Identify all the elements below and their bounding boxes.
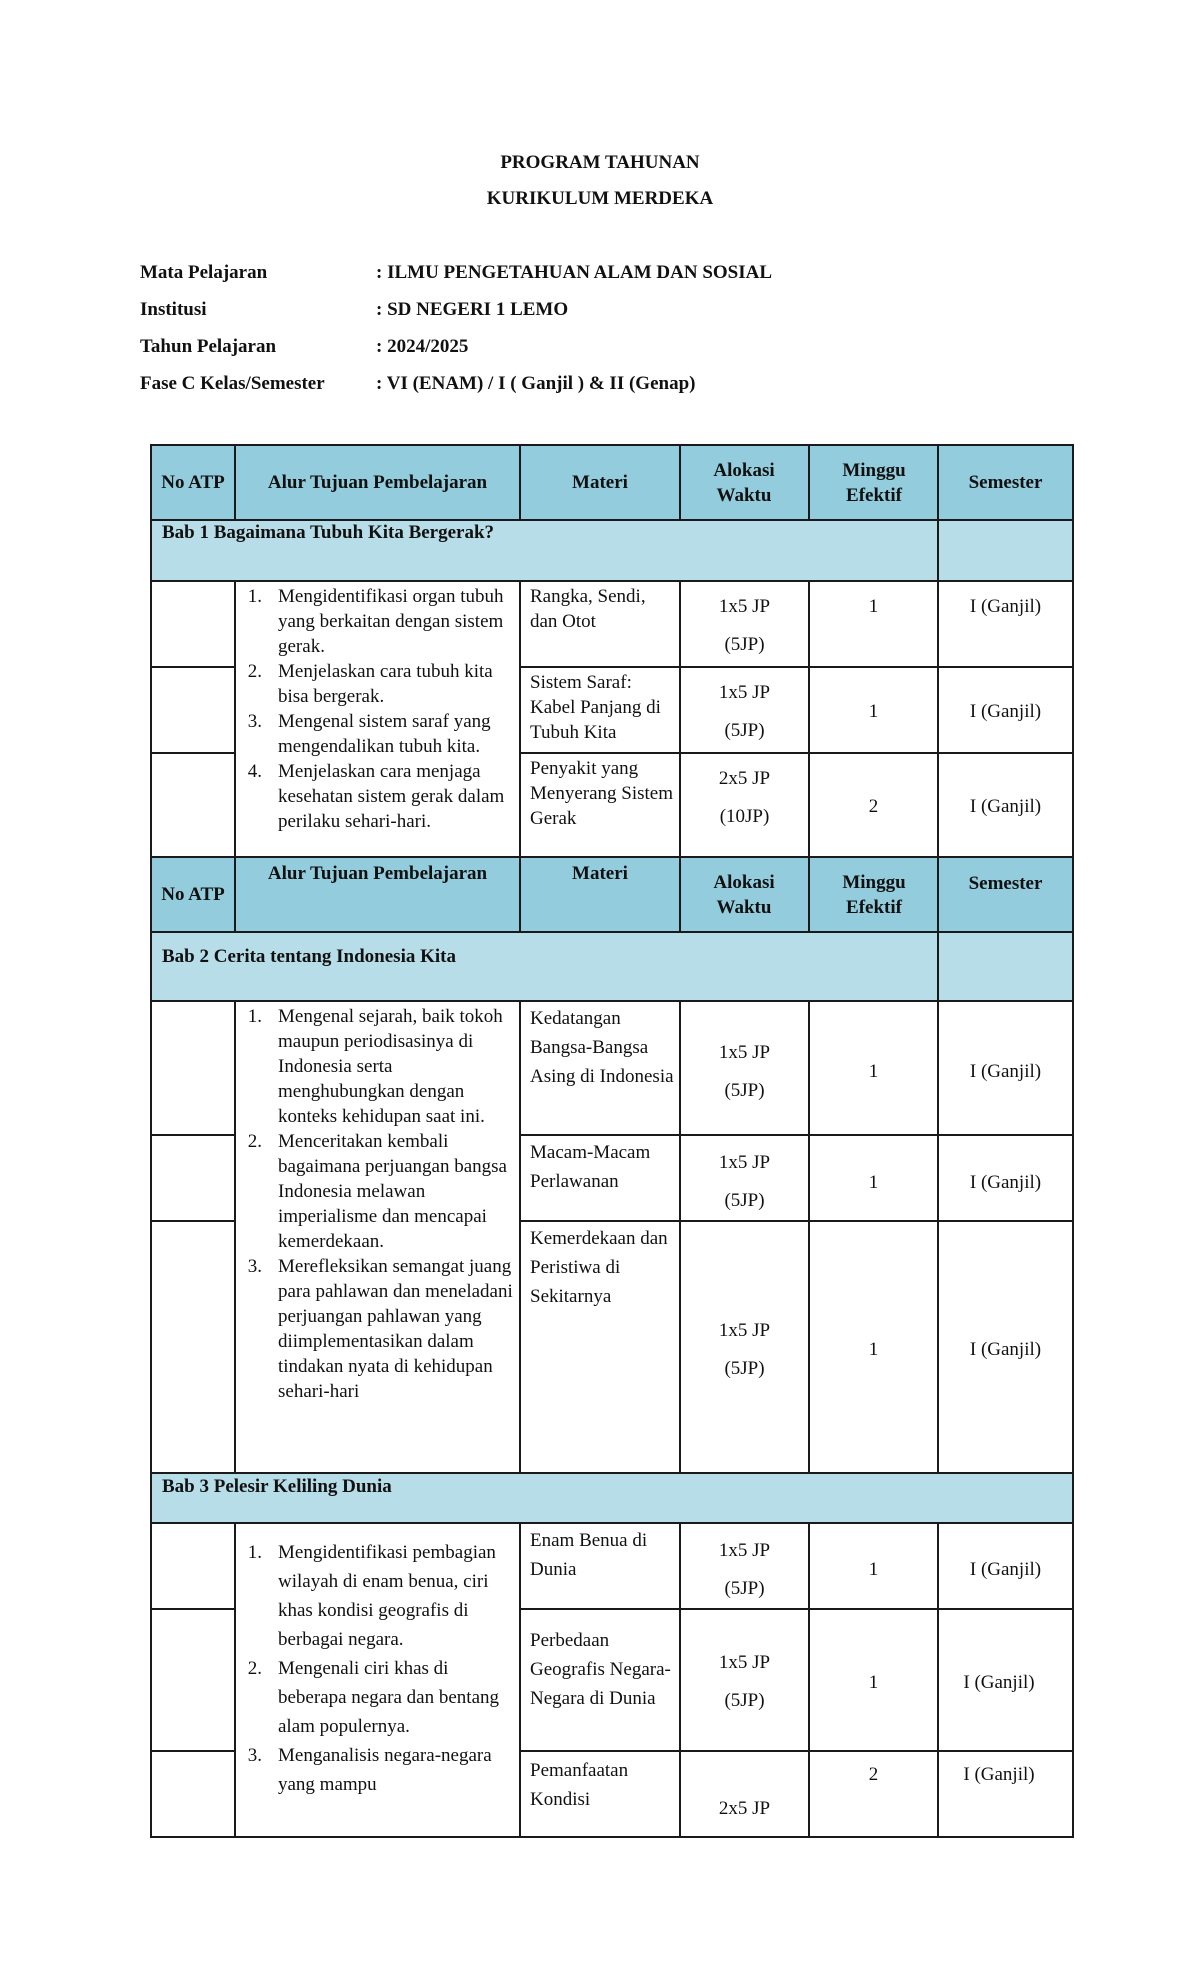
list-item: [240, 1254, 516, 1404]
bab2-row2-minggu: 1: [868, 1172, 879, 1193]
meta-value-mata-pelajaran: : ILMU PENGETAHUAN ALAM DAN SOSIAL: [376, 262, 773, 283]
bab2-row2-semester: I (Ganjil): [969, 1172, 1042, 1193]
bab2-row2-alokasi-total: (5JP): [724, 1190, 765, 1211]
bab1-row2-alokasi-total: (5JP): [724, 720, 765, 741]
hline-header2: [150, 931, 1074, 933]
bab3-row3-minggu: 2: [868, 1764, 879, 1785]
th-minggu: Minggu Efektif: [842, 459, 906, 506]
list-number: 3.: [247, 1256, 262, 1277]
meta-value-fase-kelas: : VI (ENAM) / I ( Ganjil ) & II (Genap): [376, 373, 696, 394]
hline-bab2: [150, 1000, 1074, 1002]
hline-b3-r2-no: [150, 1750, 234, 1752]
bab1-title: Bab 1 Bagaimana Tubuh Kita Bergerak?: [162, 522, 495, 543]
vline-b2-a: [234, 1000, 236, 1474]
vline-bab1: [937, 520, 939, 582]
bab1-row2-semester: I (Ganjil): [969, 701, 1042, 722]
list-number: 3.: [247, 1745, 262, 1766]
list-item: [240, 1538, 516, 1654]
bab2-row3-minggu: 1: [868, 1339, 879, 1360]
hline-b2-end: [150, 1472, 1074, 1474]
hline-bottom: [150, 1836, 1074, 1838]
vline-b1-a: [234, 580, 236, 858]
bab1-row2-alokasi: 1x5 JP: [718, 682, 771, 703]
list-number: 2.: [247, 1658, 262, 1679]
hline-bab1: [150, 580, 1074, 582]
th2-materi: Materi: [572, 862, 628, 884]
bab3-row2-alokasi: 1x5 JP: [718, 1652, 771, 1673]
list-text: Merefleksikan semangat juang para pahlawan dan meneladani perjuangan pahlawan yang diimplementasikan dalam tindakan nyata di kehidupan sehari-hari: [278, 1256, 513, 1402]
document-title: PROGRAM TAHUNAN: [500, 152, 700, 173]
list-item: [240, 1129, 516, 1254]
bab2-row3-semester: I (Ganjil): [969, 1339, 1042, 1360]
list-item: [240, 1654, 516, 1741]
bab1-row3-materi: Penyakit yang Menyerang Sistem Gerak: [530, 758, 674, 829]
bab3-row1-alokasi: 1x5 JP: [718, 1540, 771, 1561]
bab1-row3-alokasi-total: (10JP): [719, 806, 770, 827]
bab2-row3-alokasi-total: (5JP): [724, 1358, 765, 1379]
list-text: Menganalisis negara-negara yang mampu: [278, 1745, 492, 1795]
bab1-row1-alokasi-total: (5JP): [724, 634, 765, 655]
hline-b1-r1: [519, 666, 1074, 668]
hline-b2-r2-no: [150, 1220, 234, 1222]
vline-b2-b: [519, 1000, 521, 1474]
bab2-row3-alokasi: 1x5 JP: [718, 1320, 771, 1341]
list-item: [240, 1741, 516, 1799]
list-text: Menjelaskan cara menjaga kesehatan sistem gerak dalam perilaku sehari-hari.: [278, 761, 505, 832]
bab3-row1-semester: I (Ganjil): [969, 1559, 1042, 1580]
th-semester: Semester: [968, 472, 1043, 493]
list-text: Menjelaskan cara tubuh kita bisa bergerak.: [278, 661, 493, 707]
hline-b1-r2-no: [150, 752, 234, 754]
bab2-row1-materi: Kedatangan Bangsa-Bangsa Asing di Indonesia: [530, 1008, 674, 1087]
bab2-row2-materi: Macam-Macam Perlawanan: [530, 1142, 651, 1192]
bab1-row1-semester: I (Ganjil): [969, 596, 1042, 617]
vline-h2-d: [808, 856, 810, 933]
list-text: Mengidentifikasi pembagian wilayah di enam benua, ciri khas kondisi geografis di berbagai negara.: [278, 1542, 496, 1650]
vline-h1-d: [808, 444, 810, 521]
th-no-atp: No ATP: [161, 472, 225, 493]
vline-h2-c: [679, 856, 681, 933]
list-number: 1.: [247, 1542, 262, 1563]
bab3-row3-alokasi: 2x5 JP: [718, 1798, 771, 1819]
bab3-row2-materi: Perbedaan Geografis Negara-Negara di Dunia: [530, 1630, 671, 1709]
th2-no-atp: No ATP: [161, 884, 225, 905]
vline-b1-b: [519, 580, 521, 858]
meta-value-tahun-pelajaran: : 2024/2025: [376, 336, 469, 357]
bab2-title: Bab 2 Cerita tentang Indonesia Kita: [162, 946, 456, 967]
th2-alokasi: Alokasi Waktu: [713, 871, 775, 918]
hline-b3-r2: [519, 1750, 1074, 1752]
bab3-row2-semester: I (Ganjil): [963, 1672, 1035, 1693]
bab3-row1-materi: Enam Benua di Dunia: [530, 1530, 648, 1580]
bab3-row1-alokasi-total: (5JP): [724, 1578, 765, 1599]
list-text: Mengenali ciri khas di beberapa negara dan bentang alam populernya.: [278, 1658, 500, 1737]
bab2-atp-list: [240, 1004, 516, 1404]
bab2-row1-alokasi: 1x5 JP: [718, 1042, 771, 1063]
list-item: [240, 709, 516, 759]
bab3-row3-materi: Pemanfaatan Kondisi: [530, 1760, 629, 1810]
vline-b3-b: [519, 1522, 521, 1838]
th-materi: Materi: [572, 472, 628, 493]
hline-header: [150, 519, 1074, 521]
th2-alur: Alur Tujuan Pembelajaran: [267, 862, 488, 884]
bab3-row2-minggu: 1: [868, 1672, 879, 1693]
list-text: Mengenal sejarah, baik tokoh maupun periodisasinya di Indonesia serta menghubungkan dengan konteks kehidupan saat ini.: [278, 1006, 503, 1127]
list-number: 3.: [247, 711, 262, 732]
list-number: 2.: [247, 1131, 262, 1152]
bab1-row2-minggu: 1: [868, 701, 879, 722]
list-item: [240, 659, 516, 709]
list-item: [240, 584, 516, 659]
th-alokasi: Alokasi Waktu: [713, 459, 775, 506]
meta-label-fase-kelas: Fase C Kelas/Semester: [140, 373, 325, 394]
vline-b2-c: [679, 1000, 681, 1474]
bab2-row3-materi: Kemerdekaan dan Peristiwa di Sekitarnya: [530, 1228, 668, 1307]
bab1-row3-alokasi: 2x5 JP: [718, 768, 771, 789]
th-alur: Alur Tujuan Pembelajaran: [267, 472, 488, 493]
list-item: [240, 759, 516, 834]
hline-bab3: [150, 1522, 1074, 1524]
bab3-row3-semester: I (Ganjil): [963, 1764, 1035, 1785]
bab3-title: Bab 3 Pelesir Keliling Dunia: [162, 1476, 392, 1497]
hline-b1-r1-no: [150, 666, 234, 668]
hline-b3-r1: [519, 1608, 1074, 1610]
bab1-row1-alokasi: 1x5 JP: [718, 596, 771, 617]
document-subtitle: KURIKULUM MERDEKA: [486, 188, 714, 209]
list-number: 2.: [247, 661, 262, 682]
hline-b2-r2: [519, 1220, 1074, 1222]
bab1-row1-materi: Rangka, Sendi, dan Otot: [530, 586, 646, 632]
bab2-row1-alokasi-total: (5JP): [724, 1080, 765, 1101]
list-text: Menceritakan kembali bagaimana perjuangan bangsa Indonesia melawan imperialisme dan mencapai kemerdekaan.: [278, 1131, 507, 1252]
bab3-atp-list: [240, 1538, 516, 1799]
meta-value-institusi: : SD NEGERI 1 LEMO: [376, 299, 569, 320]
vline-left: [150, 444, 152, 1838]
bab2-row2-alokasi: 1x5 JP: [718, 1152, 771, 1173]
bab2-row1-minggu: 1: [868, 1061, 879, 1082]
vline-b3-a: [234, 1522, 236, 1838]
list-text: Mengenal sistem saraf yang mengendalikan tubuh kita.: [278, 711, 491, 757]
bab1-row1-minggu: 1: [868, 596, 879, 617]
meta-label-institusi: Institusi: [140, 299, 207, 320]
vline-right: [1072, 444, 1074, 1838]
hline-b2-r1-no: [150, 1134, 234, 1136]
bab3-row1-minggu: 1: [868, 1559, 879, 1580]
list-number: 4.: [247, 761, 262, 782]
vline-b3-c: [679, 1522, 681, 1838]
meta-label-tahun-pelajaran: Tahun Pelajaran: [140, 336, 277, 357]
th2-semester: Semester: [968, 872, 1043, 894]
list-item: [240, 1004, 516, 1129]
th2-minggu: Minggu Efektif: [842, 871, 906, 918]
meta-label-mata-pelajaran: Mata Pelajaran: [140, 262, 268, 283]
vline-h1-c: [679, 444, 681, 521]
list-number: 1.: [247, 586, 262, 607]
bab3-row2-alokasi-total: (5JP): [724, 1690, 765, 1711]
bab1-row2-materi: Sistem Saraf: Kabel Panjang di Tubuh Kita: [530, 672, 661, 743]
vline-bab2: [937, 932, 939, 1002]
hline-b3-r1-no: [150, 1608, 234, 1610]
bab1-row3-minggu: 2: [868, 796, 879, 817]
list-number: 1.: [247, 1006, 262, 1027]
hline-b1-r2: [519, 752, 1074, 754]
list-text: Mengidentifikasi organ tubuh yang berkaitan dengan sistem gerak.: [278, 586, 504, 657]
bab1-atp-list: [240, 584, 516, 834]
bab2-row1-semester: I (Ganjil): [969, 1061, 1042, 1082]
bab1-row3-semester: I (Ganjil): [969, 796, 1042, 817]
hline-b2-r1: [519, 1134, 1074, 1136]
